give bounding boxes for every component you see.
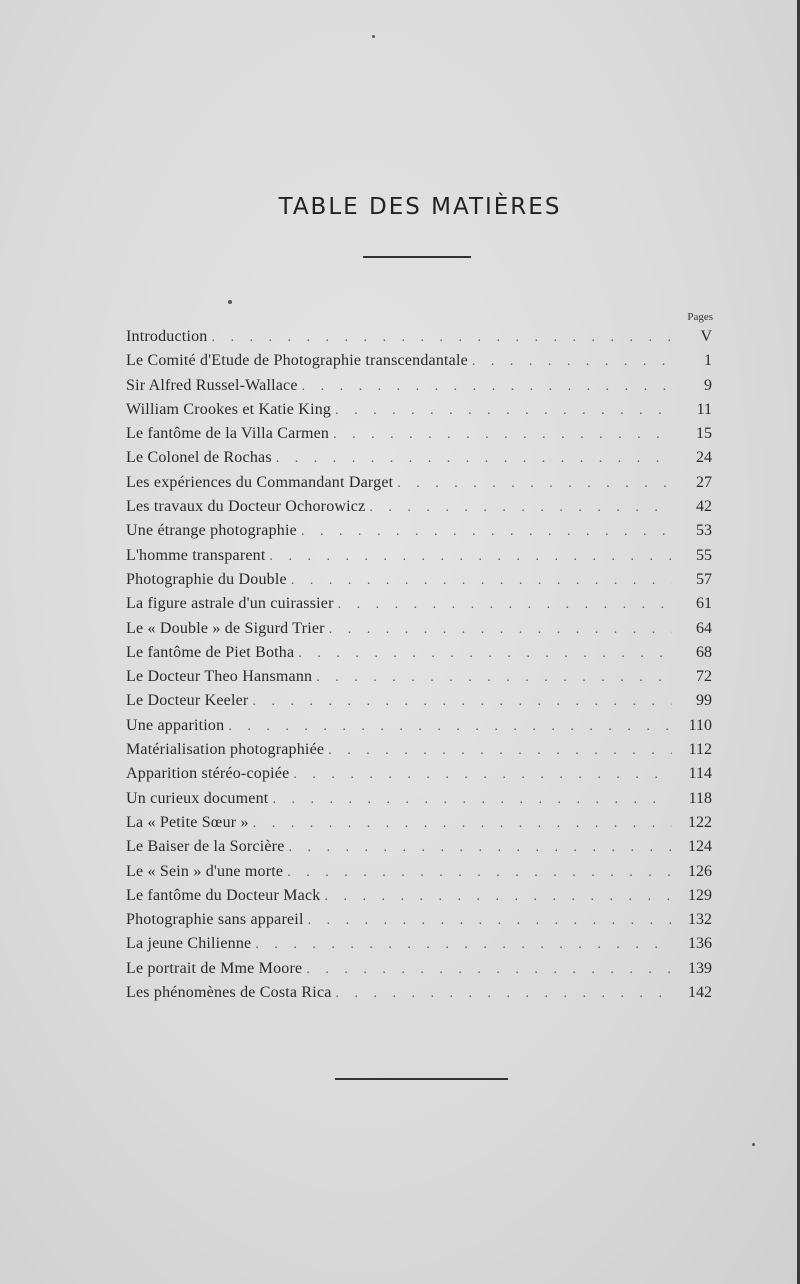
toc-entry-label: Une étrange photographie bbox=[126, 522, 297, 540]
dot-leader bbox=[248, 690, 672, 713]
toc-entry-label: Matérialisation photographiée bbox=[126, 741, 325, 759]
dot-leader bbox=[334, 593, 672, 616]
dot-leader bbox=[320, 885, 672, 908]
dot-leader bbox=[332, 982, 672, 1005]
toc-entry-label: Photographie sans appareil bbox=[126, 911, 304, 929]
toc-entry-page: 57 bbox=[696, 570, 712, 588]
toc-entry bbox=[126, 811, 712, 835]
toc-entry-page: 24 bbox=[696, 449, 712, 467]
toc-entry-label: L'homme transparent bbox=[126, 546, 266, 564]
dot-leader bbox=[283, 861, 672, 884]
toc-entry-page: V bbox=[700, 328, 712, 345]
toc-entry-label: Le Colonel de Rochas bbox=[126, 449, 272, 467]
toc-entry-page: 68 bbox=[696, 643, 712, 661]
toc-entry-label: La jeune Chilienne bbox=[126, 935, 252, 953]
toc-entry-label: La figure astrale d'un cuirassier bbox=[126, 595, 334, 613]
toc-entry-page: 124 bbox=[688, 838, 712, 856]
paper-speck bbox=[372, 35, 375, 38]
toc-entry bbox=[126, 884, 712, 908]
toc-entry-label: Une apparition bbox=[126, 716, 225, 734]
toc-entry-label: Le fantôme de Piet Botha bbox=[126, 643, 295, 661]
toc-entry bbox=[126, 714, 712, 738]
toc-entry-label: Les expériences du Commandant Darget bbox=[126, 473, 394, 491]
dot-leader bbox=[304, 909, 672, 932]
toc-entry-label: Le Comité d'Etude de Photographie transcendantale bbox=[126, 352, 468, 370]
toc-entry-label: Les phénomènes de Costa Rica bbox=[126, 984, 332, 1002]
toc-entry-page: 72 bbox=[696, 668, 712, 686]
table-of-contents bbox=[126, 325, 712, 1005]
dot-leader bbox=[285, 836, 672, 859]
toc-entry bbox=[126, 349, 712, 373]
dot-leader bbox=[312, 666, 672, 689]
toc-entry-label: Apparition stéréo-copiée bbox=[126, 765, 290, 783]
toc-entry bbox=[126, 835, 712, 859]
toc-entry bbox=[126, 738, 712, 762]
dot-leader bbox=[266, 545, 672, 568]
dot-leader bbox=[249, 812, 672, 835]
dot-leader bbox=[325, 618, 672, 641]
toc-entry-label: Le « Sein » d'une morte bbox=[126, 862, 284, 880]
dot-leader bbox=[393, 472, 672, 495]
title-rule bbox=[363, 256, 471, 258]
toc-entry-label: Photographie du Double bbox=[126, 570, 287, 588]
toc-entry bbox=[126, 762, 712, 786]
dot-leader bbox=[329, 423, 672, 446]
toc-entry-page: 42 bbox=[696, 498, 712, 516]
toc-entry-page: 122 bbox=[688, 813, 712, 831]
toc-entry-label: Le portrait de Mme Moore bbox=[126, 959, 303, 977]
toc-entry bbox=[126, 617, 712, 641]
toc-entry-page: 99 bbox=[696, 692, 712, 710]
toc-entry bbox=[126, 787, 712, 811]
toc-entry-page: 142 bbox=[688, 984, 712, 1002]
toc-entry-page: 114 bbox=[688, 765, 712, 783]
toc-entry bbox=[126, 422, 712, 446]
toc-entry-label: Le Docteur Keeler bbox=[126, 692, 249, 710]
toc-entry bbox=[126, 860, 712, 884]
toc-entry-page: 53 bbox=[696, 522, 712, 540]
toc-entry-page: 64 bbox=[696, 619, 712, 637]
toc-entry-page: 27 bbox=[696, 473, 712, 491]
dot-leader bbox=[468, 350, 672, 373]
toc-entry bbox=[126, 446, 712, 470]
toc-entry-page: 112 bbox=[688, 741, 712, 759]
toc-entry bbox=[126, 519, 712, 543]
toc-entry-page: 9 bbox=[704, 376, 712, 394]
toc-entry bbox=[126, 665, 712, 689]
dot-leader bbox=[287, 569, 672, 592]
dot-leader bbox=[324, 739, 672, 762]
paper-speck bbox=[752, 1143, 755, 1146]
dot-leader bbox=[251, 933, 672, 956]
toc-entry bbox=[126, 495, 712, 519]
toc-entry bbox=[126, 957, 712, 981]
toc-entry-label: Le « Double » de Sigurd Trier bbox=[126, 619, 325, 637]
toc-entry-label: La « Petite Sœur » bbox=[126, 813, 249, 831]
toc-entry bbox=[126, 932, 712, 956]
toc-entry-label: Le Baiser de la Sorcière bbox=[126, 838, 285, 856]
toc-entry-page: 110 bbox=[688, 716, 712, 734]
dot-leader bbox=[331, 399, 672, 422]
toc-entry-label: Introduction bbox=[126, 328, 208, 345]
paper-speck bbox=[228, 300, 232, 304]
toc-entry-label: Les travaux du Docteur Ochorowicz bbox=[126, 498, 366, 516]
toc-entry bbox=[126, 592, 712, 616]
toc-entry-page: 118 bbox=[688, 789, 712, 807]
toc-entry-label: Le fantôme de la Villa Carmen bbox=[126, 425, 330, 443]
toc-entry-page: 55 bbox=[696, 546, 712, 564]
toc-entry bbox=[126, 325, 712, 349]
toc-entry bbox=[126, 544, 712, 568]
toc-entry bbox=[126, 398, 712, 422]
page-title: TABLE DES MATIÈRES bbox=[278, 194, 562, 220]
dot-leader bbox=[298, 375, 672, 398]
toc-entry-label: Sir Alfred Russel-Wallace bbox=[126, 376, 298, 394]
dot-leader bbox=[297, 520, 672, 543]
dot-leader bbox=[268, 788, 672, 811]
toc-entry-page: 1 bbox=[704, 352, 712, 370]
toc-entry-page: 11 bbox=[696, 400, 712, 418]
toc-entry bbox=[126, 374, 712, 398]
dot-leader bbox=[224, 715, 672, 738]
toc-entry-page: 136 bbox=[688, 935, 712, 953]
toc-entry bbox=[126, 908, 712, 932]
toc-entry-page: 139 bbox=[688, 959, 712, 977]
toc-entry-label: Le Docteur Theo Hansmann bbox=[126, 668, 313, 686]
toc-entry-page: 129 bbox=[688, 886, 712, 904]
toc-entry-page: 126 bbox=[688, 862, 712, 880]
toc-entry-label: Le fantôme du Docteur Mack bbox=[126, 886, 321, 904]
toc-entry-page: 61 bbox=[696, 595, 712, 613]
pages-column-label: Pages bbox=[687, 311, 713, 323]
toc-entry bbox=[126, 568, 712, 592]
toc-entry bbox=[126, 689, 712, 713]
dot-leader bbox=[289, 763, 672, 786]
dot-leader bbox=[302, 958, 672, 981]
toc-entry bbox=[126, 471, 712, 495]
dot-leader bbox=[272, 447, 672, 470]
dot-leader bbox=[365, 496, 672, 519]
dot-leader bbox=[294, 642, 672, 665]
closing-rule bbox=[335, 1078, 508, 1080]
toc-entry bbox=[126, 981, 712, 1005]
toc-entry-page: 15 bbox=[696, 425, 712, 443]
toc-entry-label: Un curieux document bbox=[126, 789, 269, 807]
toc-entry-page: 132 bbox=[688, 911, 712, 929]
toc-entry bbox=[126, 641, 712, 665]
toc-entry-label: William Crookes et Katie King bbox=[126, 400, 332, 418]
dot-leader bbox=[208, 326, 673, 349]
